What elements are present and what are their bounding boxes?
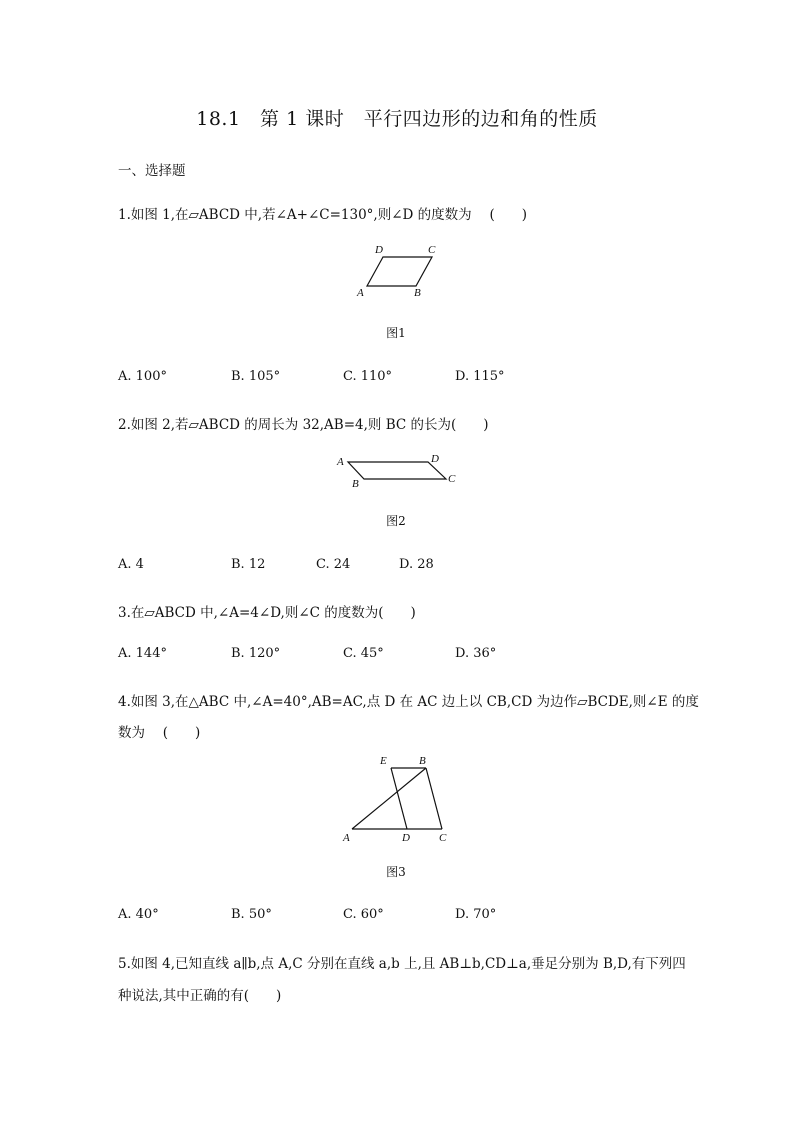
label-e: E	[380, 755, 387, 767]
label-a: A	[357, 287, 364, 299]
figure-2-caption: 图2	[386, 514, 406, 528]
question-5-text-line-1: 5.如图 4,已知直线 a∥b,点 A,C 分别在直线 a,b 上,且 AB⊥b,CD⊥a,垂足分别为 B,D,有下列四	[118, 956, 686, 972]
segment-ab	[352, 768, 426, 829]
label-d: D	[431, 453, 439, 465]
label-b: B	[352, 478, 359, 490]
label-d: D	[402, 832, 410, 844]
q2-option-b: B. 12	[231, 557, 266, 572]
q3-option-a: A. 144°	[118, 646, 167, 661]
label-b: B	[419, 755, 426, 767]
figure-3-triangle	[335, 752, 460, 848]
q1-option-d: D. 115°	[455, 369, 505, 384]
label-a: A	[337, 456, 344, 468]
question-2-text: 2.如图 2,若▱ABCD 的周长为 32,AB=4,则 BC 的长为( )	[118, 417, 489, 433]
label-c: C	[439, 832, 447, 844]
q4-option-a: A. 40°	[118, 907, 159, 922]
q4-option-c: C. 60°	[343, 907, 384, 922]
q3-option-c: C. 45°	[343, 646, 384, 661]
question-4-text-line-1: 4.如图 3,在△ABC 中,∠A=40°,AB=AC,点 D 在 AC 边上以 CB,CD 为边作▱BCDE,则∠E 的度	[118, 694, 699, 710]
segment-ed	[391, 768, 407, 829]
q2-option-a: A. 4	[118, 557, 144, 572]
q4-option-d: D. 70°	[455, 907, 497, 922]
question-5-text-line-2: 种说法,其中正确的有( )	[118, 988, 282, 1004]
figure-2-parallelogram	[330, 448, 465, 490]
question-1-text: 1.如图 1,在▱ABCD 中,若∠A+∠C=130°,则∠D 的度数为 ( )	[118, 207, 527, 223]
section-heading: 一、选择题	[118, 163, 186, 179]
figure-1-caption: 图1	[386, 326, 406, 340]
label-a: A	[343, 832, 350, 844]
label-c: C	[448, 473, 456, 485]
q1-option-c: C. 110°	[343, 369, 393, 384]
label-c: C	[428, 244, 436, 256]
parallelogram-abcd	[367, 257, 432, 286]
q4-option-b: B. 50°	[231, 907, 272, 922]
figure-1-parallelogram	[350, 240, 450, 302]
label-b: B	[414, 287, 421, 299]
q3-option-d: D. 36°	[455, 646, 497, 661]
q2-option-d: D. 28	[399, 557, 434, 572]
q1-option-a: A. 100°	[118, 369, 167, 384]
q2-option-c: C. 24	[316, 557, 351, 572]
q3-option-b: B. 120°	[231, 646, 281, 661]
question-4-text-line-2: 数为 ( )	[118, 725, 201, 741]
segment-bc	[426, 768, 442, 829]
q1-option-b: B. 105°	[231, 369, 281, 384]
label-d: D	[375, 244, 383, 256]
question-3-text: 3.在▱ABCD 中,∠A=4∠D,则∠C 的度数为( )	[118, 605, 416, 621]
page-title: 18.1 第 1 课时 平行四边形的边和角的性质	[196, 108, 598, 130]
figure-3-caption: 图3	[386, 865, 406, 879]
